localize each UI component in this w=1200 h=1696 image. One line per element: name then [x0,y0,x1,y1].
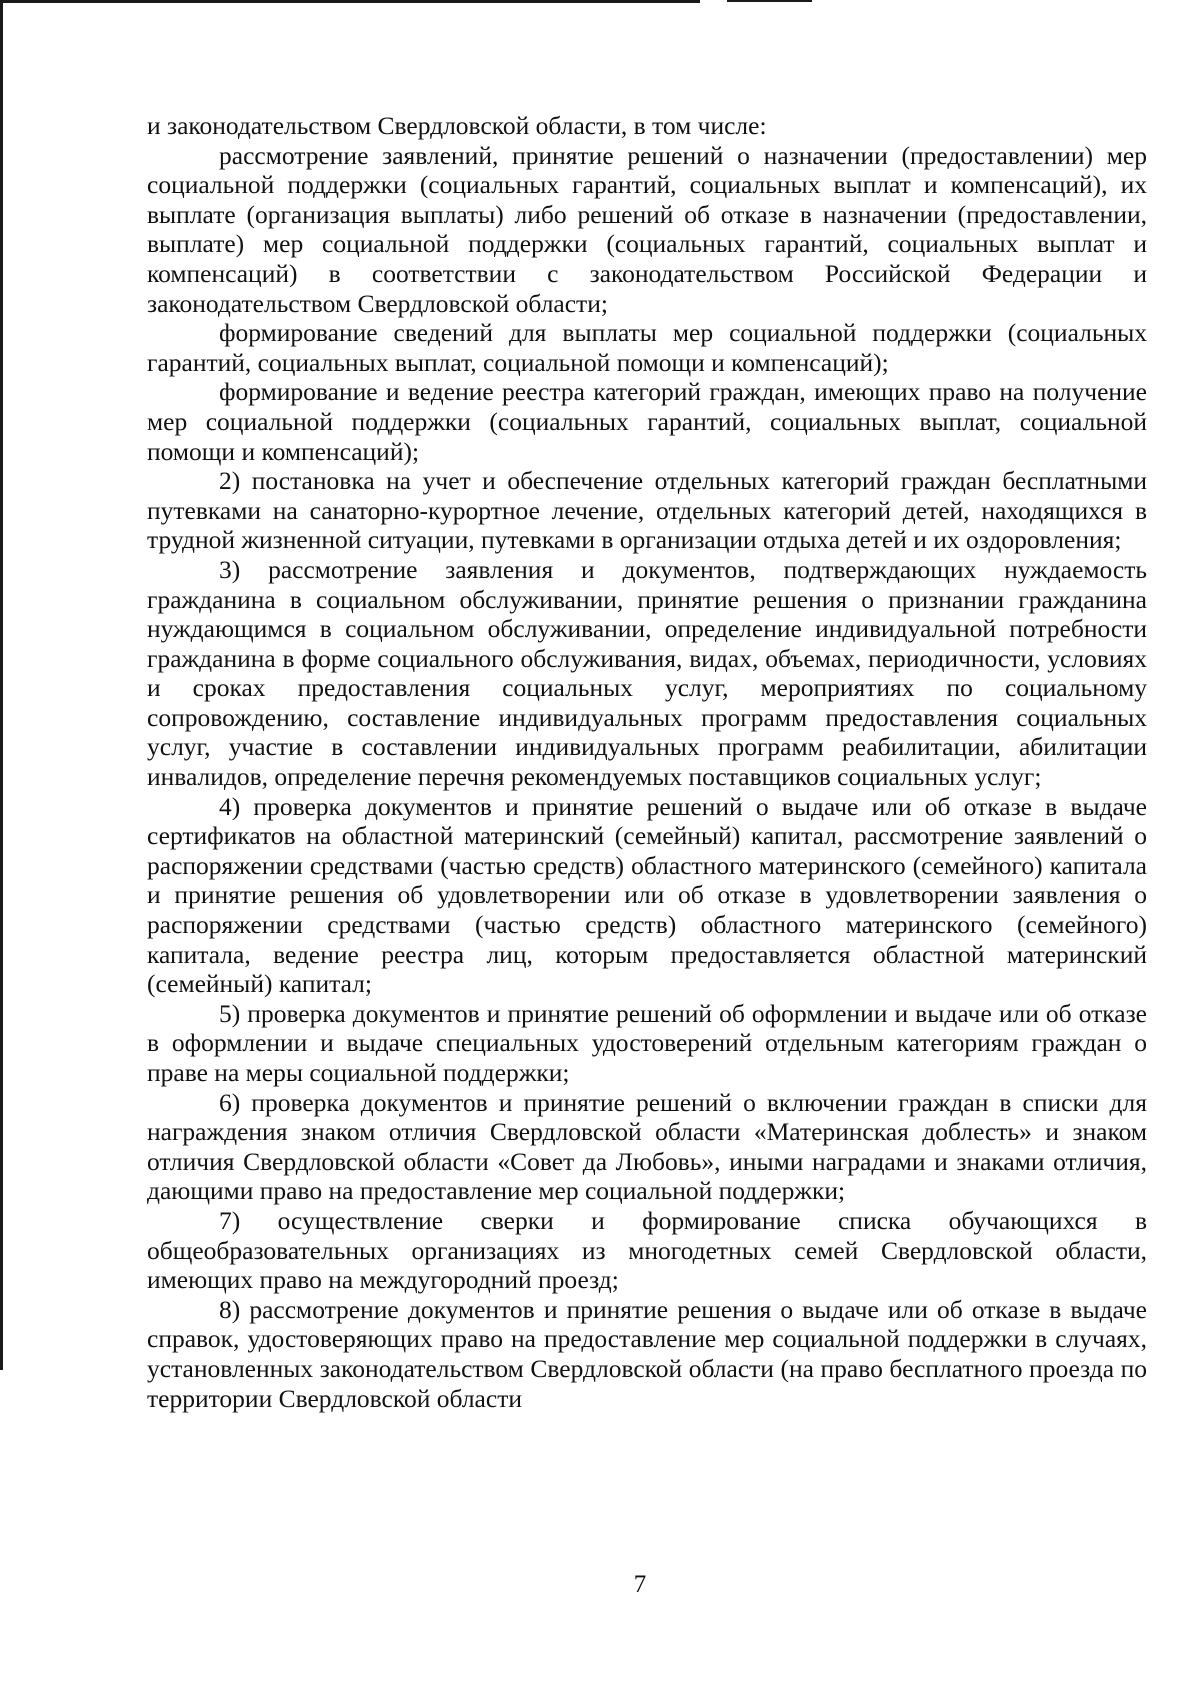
page-number: 7 [633,1571,647,1598]
document-body [147,111,1147,1413]
paragraph-payment-data: формирование сведений для выплаты мер социальной поддержки (социальных гарантий, социальных выплат, социальной помощи и компенсаций); [147,318,1147,377]
paragraph-item-5: 5) проверка документов и принятие решений об оформлении и выдаче или об отказе в оформлении и выдаче специальных удостоверений отдельным категориям граждан о праве на меры социальной поддержки; [147,998,1147,1087]
scan-border-left [0,0,3,1370]
paragraph-applications-review: рассмотрение заявлений, принятие решений о назначении (предоставлении) мер социальной поддержки (социальных гарантий, социальных выплат и компенсаций), их выплате (организация выплаты) либо решений об отказе в назначении (предоставлении, выплате) мер социальной поддержки (социальных гарантий, социальных выплат и компенсаций) в соответствии с законодательством Российской Федерации и законодательством Свердловской области; [147,140,1147,318]
scan-border-top [0,0,700,3]
paragraph-item-3: 3) рассмотрение заявления и документов, подтверждающих нуждаемость гражданина в социальном обслуживании, принятие решения о признании гражданина нуждающимся в социальном обслуживании, определение индивидуальной потребности гражданина в форме социального обслуживания, видах, объемах, периодичности, условиях и сроках предоставления социальных услуг, мероприятиях по социальному сопровождению, составление индивидуальных программ предоставления социальных услуг, участие в составлении индивидуальных программ реабилитации, абилитации инвалидов, определение перечня рекомендуемых поставщиков социальных услуг; [147,554,1147,792]
paragraph-item-4: 4) проверка документов и принятие решений о выдаче или об отказе в выдаче сертификатов на областной материнский (семейный) капитал, рассмотрение заявлений о распоряжении средствами (частью средств) областного материнского (семейного) капитала и принятие решения об удовлетворении или об отказе в удовлетворении заявления о распоряжении средствами (частью средств) областного материнского (семейного) капитала, ведение реестра лиц, которым предоставляется областной материнский (семейный) капитал; [147,791,1147,999]
paragraph-item-8: 8) рассмотрение документов и принятие решения о выдаче или об отказе в выдаче справок, удостоверяющих право на предоставление мер социальной поддержки в случаях, установленных законодательством Свердловской области (на право бесплатного проезда по территории Свердловской области [147,1294,1147,1413]
paragraph-item-7: 7) осуществление сверки и формирование списка обучающихся в общеобразовательных организациях из многодетных семей Свердловской области, имеющих право на междугородний проезд; [147,1205,1147,1295]
paragraph-intro: и законодательством Свердловской области, в том числе: [147,111,767,140]
paragraph-item-2: 2) постановка на учет и обеспечение отдельных категорий граждан бесплатными путевками на санаторно-курортное лечение, отдельных категорий детей, находящихся в трудной жизненной ситуации, путевками в организации отдыха детей и их оздоровления; [147,466,1147,555]
scan-border-top-short [727,0,812,2]
paragraph-registry: формирование и ведение реестра категорий граждан, имеющих право на получение мер социальной поддержки (социальных гарантий, социальных выплат, социальной помощи и компенсаций); [147,377,1147,466]
paragraph-item-6: 6) проверка документов и принятие решений о включении граждан в списки для награждения знаком отличия Свердловской области «Материнская доблесть» и знаком отличия Свердловской области «Совет да Любовь», иными наградами и знаками отличия, дающими право на предоставление мер социальной поддержки; [147,1087,1147,1206]
